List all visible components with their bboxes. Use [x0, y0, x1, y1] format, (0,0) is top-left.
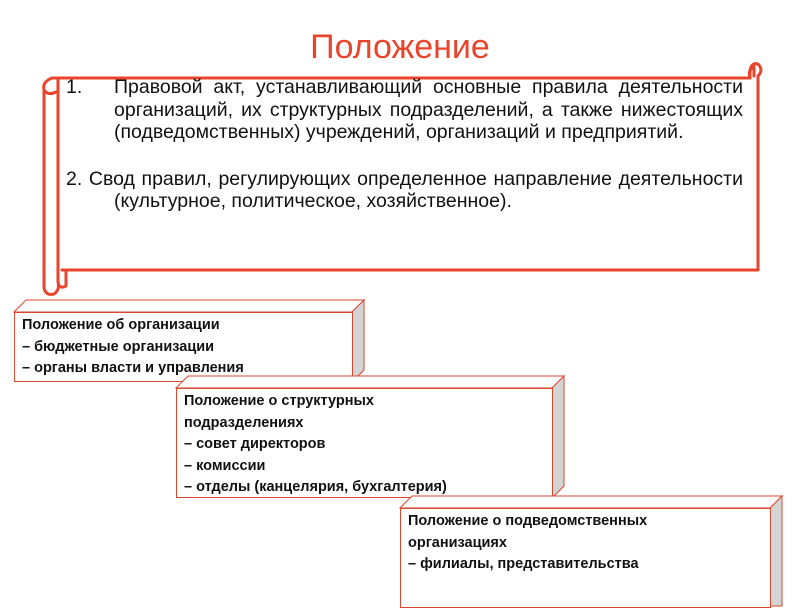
- box-organization-line-3: – органы власти и управления: [22, 360, 244, 376]
- box-organization-line-1: Положение об организации: [22, 317, 220, 333]
- definition-item-1-text: Правовой акт, устанавливающий основные правила деятельности организаций, их структурных подразделений, а также нижестоящих (подведомственных) учреждений, организаций и предприятий.: [114, 76, 743, 143]
- box-structural-line-4: – комиссии: [184, 457, 266, 474]
- box-structural-line-5: – отделы (канцелярия, бухгалтерия): [184, 479, 447, 495]
- definition-item-1: [66, 76, 743, 144]
- box-subordinate-line-2: организациях: [408, 534, 507, 551]
- page-title: Положение: [310, 28, 490, 66]
- definition-item-2: 2. Свод правил, регулирующих определенное направление деятельности (культурное, политическое, хозяйственное).: [66, 167, 743, 212]
- box-structural-line-1: Положение о структурных: [184, 393, 374, 409]
- box-organization-line-2: – бюджетные организации: [22, 338, 215, 355]
- definition-item-1-number: 1.: [66, 76, 83, 98]
- box-subordinate-line-1: Положение о подведомственных: [408, 513, 648, 529]
- box-structural-line-3: – совет директоров: [184, 436, 326, 452]
- box-subordinate-organizations: [400, 496, 784, 606]
- box-organization: [14, 300, 366, 384]
- box-structural-divisions: [176, 376, 566, 498]
- box-structural-line-2: подразделениях: [184, 414, 304, 431]
- definitions-text: [66, 76, 743, 213]
- box-subordinate-line-3: – филиалы, представительства: [408, 556, 639, 572]
